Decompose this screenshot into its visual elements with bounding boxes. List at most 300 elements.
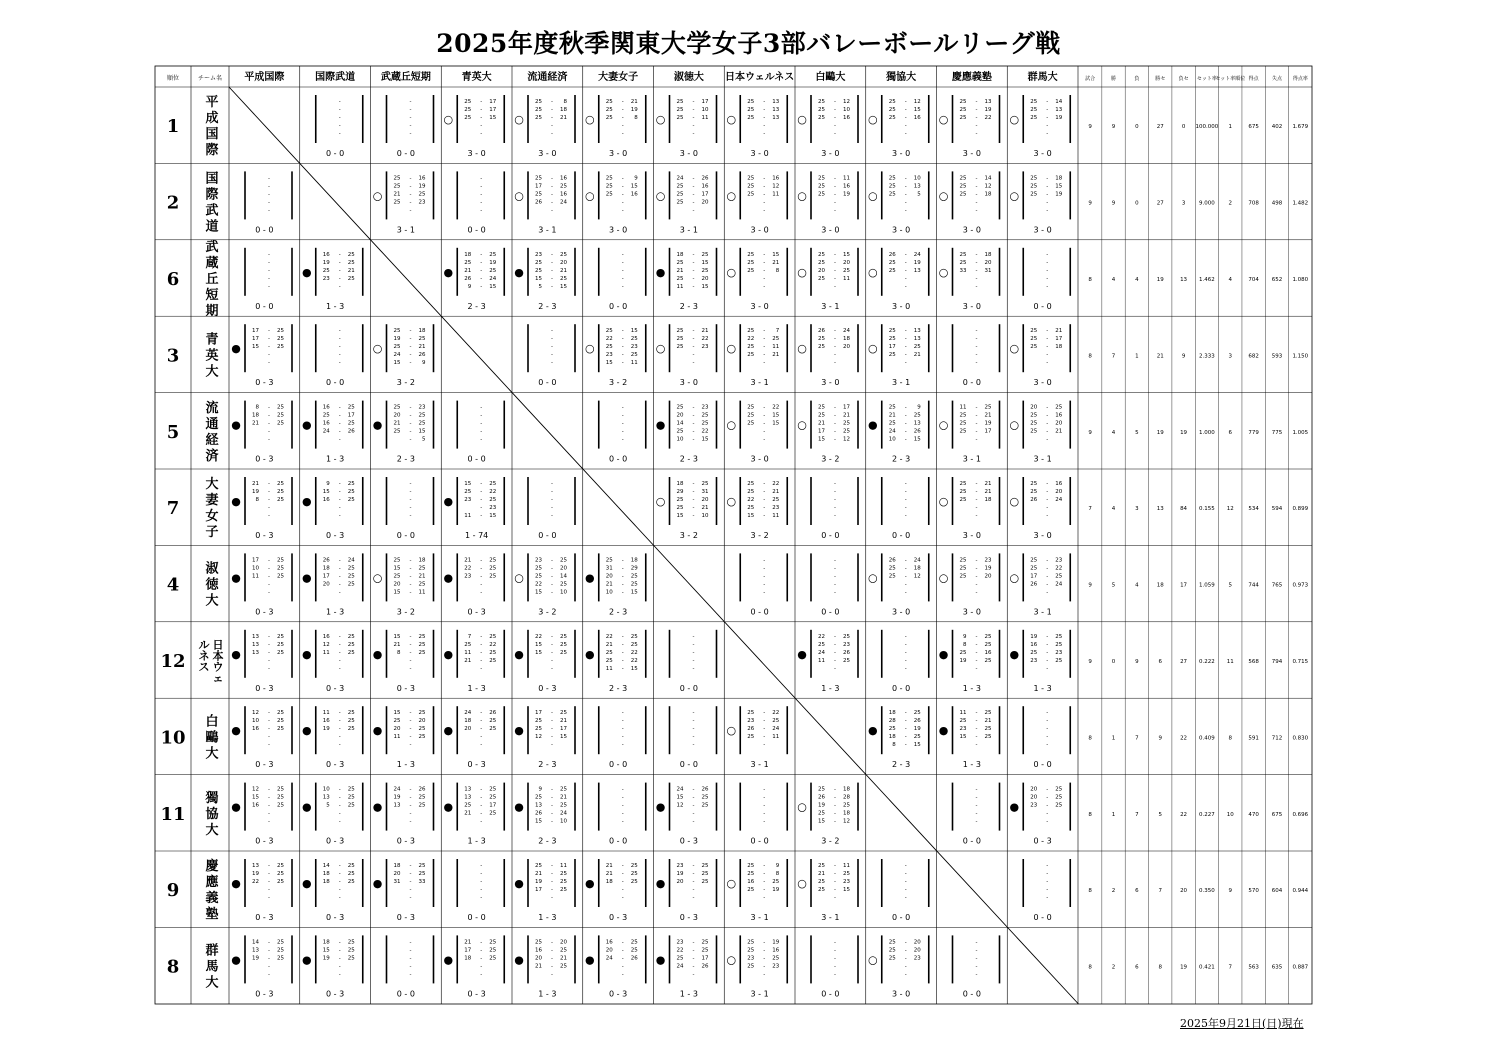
team-stat: 8 xyxy=(1228,735,1233,742)
match-score: 3 - 1 xyxy=(750,989,769,999)
team-stat: 9 xyxy=(1088,429,1092,436)
set-score-left: 16 xyxy=(322,718,330,725)
set-score-dash: - xyxy=(338,251,341,258)
set-score-right: 25 xyxy=(347,939,355,946)
set-score-left: 20 xyxy=(322,581,330,588)
set-score-dash: - xyxy=(338,336,341,343)
set-score-dash: - xyxy=(338,734,341,741)
set-score-left: 25 xyxy=(1030,344,1038,351)
set-score-dash: - xyxy=(692,955,695,962)
set-score-left: 23 xyxy=(535,251,542,258)
set-score-right: 26 xyxy=(913,428,921,435)
set-score-right: 25 xyxy=(277,497,284,503)
set-score-left: 15 xyxy=(464,481,472,487)
set-score-right: 23 xyxy=(984,557,992,564)
team-stat: 5 xyxy=(1135,429,1139,436)
set-score-right: 25 xyxy=(347,633,355,640)
set-score-right: 13 xyxy=(772,115,780,121)
set-score-dash: - xyxy=(904,489,907,495)
team-rank: 8 xyxy=(166,956,180,978)
match-score: 0 - 0 xyxy=(962,378,981,388)
set-score-dash: - xyxy=(621,573,624,580)
set-score-dash: - xyxy=(551,360,553,367)
set-score-dash: - xyxy=(338,802,341,809)
set-score-left: 25 xyxy=(1030,428,1038,435)
team-rank: 11 xyxy=(160,803,186,825)
set-score-right: 18 xyxy=(630,557,638,564)
set-score-dash: - xyxy=(834,971,836,978)
set-score-dash: - xyxy=(551,963,553,970)
set-score-dash: - xyxy=(975,649,978,656)
result-mark: ○ xyxy=(867,953,878,967)
set-score-dash: - xyxy=(268,513,270,519)
set-score-dash: - xyxy=(763,259,766,266)
set-score-left: 25 xyxy=(818,404,825,411)
set-score-right: 15 xyxy=(630,183,638,190)
team-stat: 3 xyxy=(1135,506,1139,513)
set-score-right: 22 xyxy=(489,489,497,495)
set-score-left: 12 xyxy=(676,802,684,809)
result-mark: ○ xyxy=(514,189,524,203)
set-score-left: 9 xyxy=(326,481,330,487)
set-score-dash: - xyxy=(834,328,836,335)
set-score-dash: - xyxy=(621,115,624,121)
set-score-left: 25 xyxy=(605,183,613,190)
set-score-right: 24 xyxy=(913,251,921,258)
result-mark: ● xyxy=(301,571,312,585)
team-stat: 0.899 xyxy=(1292,506,1309,513)
set-score-dash: - xyxy=(409,513,412,519)
match-score: 0 - 0 xyxy=(821,989,840,999)
set-score-right: 25 xyxy=(630,863,638,869)
match-score: 2 - 3 xyxy=(538,836,557,846)
set-score-dash: - xyxy=(692,895,695,901)
set-score-dash: - xyxy=(268,971,270,978)
set-score-right: 25 xyxy=(772,497,780,503)
set-score-dash: - xyxy=(480,283,483,290)
set-score-left: 21 xyxy=(464,557,472,564)
match-score: 3 - 1 xyxy=(750,378,769,388)
set-score-dash: - xyxy=(834,428,836,435)
team-name-char: 大 xyxy=(205,364,219,380)
set-score-dash: - xyxy=(480,895,483,901)
result-mark: ○ xyxy=(726,418,737,432)
set-score-right: 11 xyxy=(772,344,780,351)
set-score-dash: - xyxy=(904,436,907,443)
set-score-left: 15 xyxy=(676,513,684,519)
team-rank: 2 xyxy=(166,192,180,214)
set-score-dash: - xyxy=(551,955,553,962)
result-mark: ○ xyxy=(797,342,807,356)
set-score-right: 18 xyxy=(913,565,921,572)
set-score-left: 8 xyxy=(255,497,259,503)
header-rank: 順位 xyxy=(166,75,180,82)
set-score-right: 21 xyxy=(843,412,850,419)
set-score-right: 25 xyxy=(560,871,567,877)
result-mark: ● xyxy=(231,724,241,738)
match-score: 0 - 3 xyxy=(538,683,557,693)
set-score-left: 15 xyxy=(252,794,259,801)
set-score-left: 25 xyxy=(676,505,684,511)
set-score-right: 24 xyxy=(913,557,921,564)
match-score: 3 - 0 xyxy=(821,225,840,235)
set-score-dash: - xyxy=(338,565,341,572)
team-stat: 498 xyxy=(1271,200,1283,207)
result-mark: ○ xyxy=(726,113,737,126)
team-name-char: 獨 xyxy=(205,790,219,806)
match-score: 3 - 1 xyxy=(750,760,769,770)
set-score-right: 15 xyxy=(418,428,426,435)
set-score-left: 25 xyxy=(818,810,825,817)
set-score-left: 15 xyxy=(393,710,401,717)
set-score-dash: - xyxy=(409,939,412,946)
result-mark: ● xyxy=(867,418,878,432)
set-score-left: 21 xyxy=(818,871,825,877)
team-stat: 470 xyxy=(1248,811,1259,818)
set-score-dash: - xyxy=(621,581,624,588)
set-score-right: 25 xyxy=(418,871,426,877)
set-score-dash: - xyxy=(763,505,766,511)
set-score-dash: - xyxy=(621,199,624,206)
match-score: 0 - 3 xyxy=(609,989,628,999)
set-score-right: 26 xyxy=(347,428,355,435)
set-score-dash: - xyxy=(480,734,483,741)
set-score-left: 19 xyxy=(393,794,401,801)
set-score-right: 25 xyxy=(489,649,497,656)
set-score-left: 8 xyxy=(397,649,401,656)
team-name-char: 成 xyxy=(205,111,219,127)
match-score: 1 - 3 xyxy=(679,989,698,999)
set-score-left: 15 xyxy=(393,360,401,367)
team-stat: 8 xyxy=(1088,888,1092,895)
set-score-dash: - xyxy=(975,251,978,258)
set-score-right: 12 xyxy=(772,183,780,190)
set-score-dash: - xyxy=(409,557,412,564)
set-score-left: 16 xyxy=(605,939,613,946)
set-score-right: 23 xyxy=(772,963,780,970)
match-score: 0 - 3 xyxy=(1033,836,1052,846)
set-score-dash: - xyxy=(480,497,483,503)
match-score: 0 - 3 xyxy=(255,378,274,388)
set-score-left: 18 xyxy=(605,879,613,885)
match-score: 0 - 3 xyxy=(255,836,274,846)
result-mark: ● xyxy=(231,495,241,508)
set-score-dash: - xyxy=(480,649,483,656)
set-score-left: 8 xyxy=(255,404,259,411)
set-score-right: 11 xyxy=(843,863,850,869)
set-score-left: 21 xyxy=(464,810,472,817)
match-score: 0 - 3 xyxy=(396,836,415,846)
result-mark: ● xyxy=(372,877,383,890)
result-mark: ● xyxy=(655,418,666,432)
set-score-right: 15 xyxy=(630,589,638,596)
set-score-right: 22 xyxy=(772,404,780,411)
set-score-right: 25 xyxy=(701,947,709,954)
set-score-dash: - xyxy=(338,267,341,274)
set-score-left: 25 xyxy=(888,939,896,946)
result-mark: ○ xyxy=(1009,495,1020,508)
set-score-right: 25 xyxy=(277,641,284,648)
set-score-dash: - xyxy=(1046,818,1049,825)
set-score-dash: - xyxy=(975,489,978,495)
set-score-dash: - xyxy=(1046,641,1049,648)
result-mark: ○ xyxy=(726,342,737,356)
set-score-dash: - xyxy=(692,971,695,978)
set-score-right: 24 xyxy=(560,810,567,817)
set-score-right: 12 xyxy=(843,99,850,105)
set-score-dash: - xyxy=(1046,115,1049,121)
set-score-dash: - xyxy=(409,963,412,970)
set-score-right: 8 xyxy=(563,99,567,105)
set-score-left: 25 xyxy=(747,863,755,869)
set-score-dash: - xyxy=(551,718,553,725)
set-score-right: 26 xyxy=(913,718,921,725)
set-score-dash: - xyxy=(338,420,341,427)
team-name-char: 期 xyxy=(205,304,219,319)
header-team-name: 群馬大 xyxy=(1027,72,1058,83)
team-stat: 765 xyxy=(1271,582,1283,589)
set-score-left: 15 xyxy=(535,275,542,282)
set-score-dash: - xyxy=(338,742,341,749)
set-score-dash: - xyxy=(338,657,341,664)
result-mark: ○ xyxy=(655,342,666,356)
set-score-left: 19 xyxy=(535,879,542,885)
set-score-dash: - xyxy=(692,183,695,190)
set-score-dash: - xyxy=(480,191,483,198)
set-score-right: 18 xyxy=(418,328,426,335)
set-score-dash: - xyxy=(692,497,695,503)
match-score: 2 - 3 xyxy=(679,301,698,311)
set-score-dash: - xyxy=(692,505,695,511)
set-score-left: 24 xyxy=(676,786,684,793)
set-score-dash: - xyxy=(904,726,907,733)
team-name-char: 通 xyxy=(205,416,219,432)
set-score-right: 20 xyxy=(843,259,850,266)
match-score: 0 - 3 xyxy=(255,607,274,617)
set-score-left: 25 xyxy=(676,404,684,411)
set-score-right: 26 xyxy=(489,710,497,717)
set-score-left: 25 xyxy=(959,649,967,656)
set-score-dash: - xyxy=(834,810,836,817)
set-score-left: 25 xyxy=(959,573,967,580)
set-score-left: 8 xyxy=(892,742,896,749)
set-score-left: 25 xyxy=(676,259,684,266)
set-score-right: 15 xyxy=(1055,183,1063,190)
set-score-left: 12 xyxy=(322,641,330,648)
result-mark: ● xyxy=(514,953,524,967)
set-score-left: 17 xyxy=(322,573,330,580)
match-score: 3 - 2 xyxy=(750,531,769,540)
set-score-dash: - xyxy=(904,657,907,664)
set-score-dash: - xyxy=(763,175,766,182)
result-mark: ○ xyxy=(867,189,878,203)
result-mark: ○ xyxy=(655,495,666,508)
set-score-dash: - xyxy=(409,207,412,214)
set-score-right: 22 xyxy=(1055,565,1063,572)
set-score-right: 21 xyxy=(630,99,638,105)
set-score-right: 26 xyxy=(843,649,850,656)
header-stat: 勝セ xyxy=(1155,76,1166,82)
set-score-dash: - xyxy=(763,734,766,741)
set-score-dash: - xyxy=(409,123,412,129)
match-score: 0 - 3 xyxy=(255,454,274,464)
set-score-right: 20 xyxy=(701,497,709,503)
set-score-right: 25 xyxy=(277,879,284,885)
team-name-char: 国 xyxy=(205,171,219,187)
set-score-dash: - xyxy=(904,328,907,335)
set-score-dash: - xyxy=(409,649,412,656)
set-score-dash: - xyxy=(409,131,412,137)
set-score-left: 23 xyxy=(464,573,472,580)
set-score-right: 17 xyxy=(701,99,709,105)
result-mark: ○ xyxy=(797,189,807,203)
set-score-dash: - xyxy=(1046,513,1049,519)
set-score-dash: - xyxy=(268,649,270,656)
match-score: 0 - 3 xyxy=(679,836,698,846)
set-score-dash: - xyxy=(834,336,836,343)
set-score-left: 17 xyxy=(252,328,259,335)
set-score-right: 21 xyxy=(772,259,780,266)
set-score-dash: - xyxy=(551,175,553,182)
set-score-right: 16 xyxy=(772,947,780,954)
set-score-dash: - xyxy=(834,802,836,809)
set-score-right: 26 xyxy=(418,352,426,359)
set-score-left: 25 xyxy=(818,275,825,282)
team-stat: 9 xyxy=(1135,659,1139,665)
set-score-dash: - xyxy=(904,589,907,596)
set-score-left: 20 xyxy=(818,267,825,274)
set-score-left: 25 xyxy=(747,489,755,495)
set-score-right: 17 xyxy=(843,404,850,411)
set-score-left: 25 xyxy=(605,115,613,121)
team-stat: 779 xyxy=(1248,429,1259,436)
set-score-left: 25 xyxy=(888,573,896,580)
set-score-right: 25 xyxy=(418,641,426,648)
match-score: 0 - 0 xyxy=(892,683,911,693)
set-score-dash: - xyxy=(834,665,836,672)
set-score-dash: - xyxy=(621,352,624,359)
match-score: 3 - 0 xyxy=(1033,149,1052,158)
set-score-left: 11 xyxy=(322,649,330,656)
set-score-left: 20 xyxy=(1030,794,1038,801)
set-score-right: 25 xyxy=(418,734,426,741)
set-score-right: 9 xyxy=(422,360,426,367)
set-score-dash: - xyxy=(480,565,483,572)
result-mark: ● xyxy=(938,724,949,738)
set-score-dash: - xyxy=(480,726,483,733)
set-score-dash: - xyxy=(975,573,978,580)
set-score-dash: - xyxy=(409,428,412,435)
set-score-dash: - xyxy=(975,131,978,137)
set-score-right: 25 xyxy=(347,259,355,266)
set-score-left: 25 xyxy=(747,947,755,954)
set-score-dash: - xyxy=(268,207,270,214)
set-score-dash: - xyxy=(1046,481,1049,487)
match-score: 0 - 3 xyxy=(326,683,345,693)
set-score-dash: - xyxy=(975,810,978,817)
team-stat: 13 xyxy=(1156,506,1164,513)
set-score-left: 25 xyxy=(464,99,472,105)
set-score-right: 25 xyxy=(630,871,638,877)
set-score-right: 18 xyxy=(843,810,850,817)
set-score-left: 8 xyxy=(963,641,967,648)
set-score-dash: - xyxy=(480,963,483,970)
set-score-dash: - xyxy=(480,199,483,206)
match-score: 0 - 0 xyxy=(750,836,769,846)
set-score-dash: - xyxy=(621,718,624,725)
set-score-dash: - xyxy=(692,871,695,877)
team-stat: 2 xyxy=(1111,964,1116,971)
team-rank: 6 xyxy=(166,269,180,290)
match-score: 2 - 3 xyxy=(538,301,557,311)
result-mark: ● xyxy=(938,647,949,661)
set-score-dash: - xyxy=(480,557,483,564)
set-score-dash: - xyxy=(834,481,836,487)
set-score-dash: - xyxy=(338,123,341,129)
set-score-dash: - xyxy=(268,589,270,596)
set-score-dash: - xyxy=(1046,633,1049,640)
set-score-right: 19 xyxy=(772,939,780,946)
set-score-right: 17 xyxy=(347,412,355,419)
team-stat: 1.482 xyxy=(1292,200,1309,207)
set-score-dash: - xyxy=(1046,581,1049,588)
team-rank: 3 xyxy=(166,345,180,367)
team-stat: 19 xyxy=(1156,429,1164,436)
set-score-left: 25 xyxy=(747,963,755,970)
set-score-left: 21 xyxy=(393,641,401,648)
match-score: 3 - 0 xyxy=(821,149,840,158)
set-score-left: 26 xyxy=(818,794,825,801)
set-score-right: 26 xyxy=(701,963,709,970)
set-score-left: 25 xyxy=(464,259,472,266)
result-mark: ○ xyxy=(655,113,666,126)
set-score-dash: - xyxy=(763,131,766,137)
set-score-dash: - xyxy=(692,513,695,519)
result-mark: ○ xyxy=(938,495,949,508)
set-score-left: 25 xyxy=(747,115,755,121)
set-score-dash: - xyxy=(834,123,836,129)
set-score-dash: - xyxy=(409,887,412,893)
set-score-dash: - xyxy=(338,810,341,817)
set-score-dash: - xyxy=(338,497,341,503)
set-score-dash: - xyxy=(975,497,978,503)
match-score: 1 - 3 xyxy=(326,607,345,617)
set-score-dash: - xyxy=(834,360,836,367)
set-score-left: 25 xyxy=(959,481,967,487)
set-score-dash: - xyxy=(480,183,483,190)
set-score-left: 17 xyxy=(535,183,542,190)
set-score-dash: - xyxy=(338,955,341,962)
set-score-right: 25 xyxy=(701,939,709,946)
set-score-dash: - xyxy=(975,947,978,954)
set-score-right: 24 xyxy=(1055,497,1063,503)
set-score-dash: - xyxy=(338,131,341,137)
set-score-left: 16 xyxy=(322,633,330,640)
team-stat: 9.000 xyxy=(1199,200,1215,207)
set-score-left: 25 xyxy=(959,99,967,105)
set-score-right: 20 xyxy=(560,565,567,572)
set-score-dash: - xyxy=(834,183,836,190)
set-score-left: 24 xyxy=(888,428,896,435)
set-score-dash: - xyxy=(904,573,907,580)
set-score-dash: - xyxy=(763,573,766,580)
set-score-right: 25 xyxy=(489,726,497,733)
set-score-dash: - xyxy=(834,497,836,503)
set-score-left: 17 xyxy=(888,344,896,351)
set-score-dash: - xyxy=(621,328,624,335)
set-score-dash: - xyxy=(834,947,836,954)
set-score-dash: - xyxy=(763,710,766,717)
